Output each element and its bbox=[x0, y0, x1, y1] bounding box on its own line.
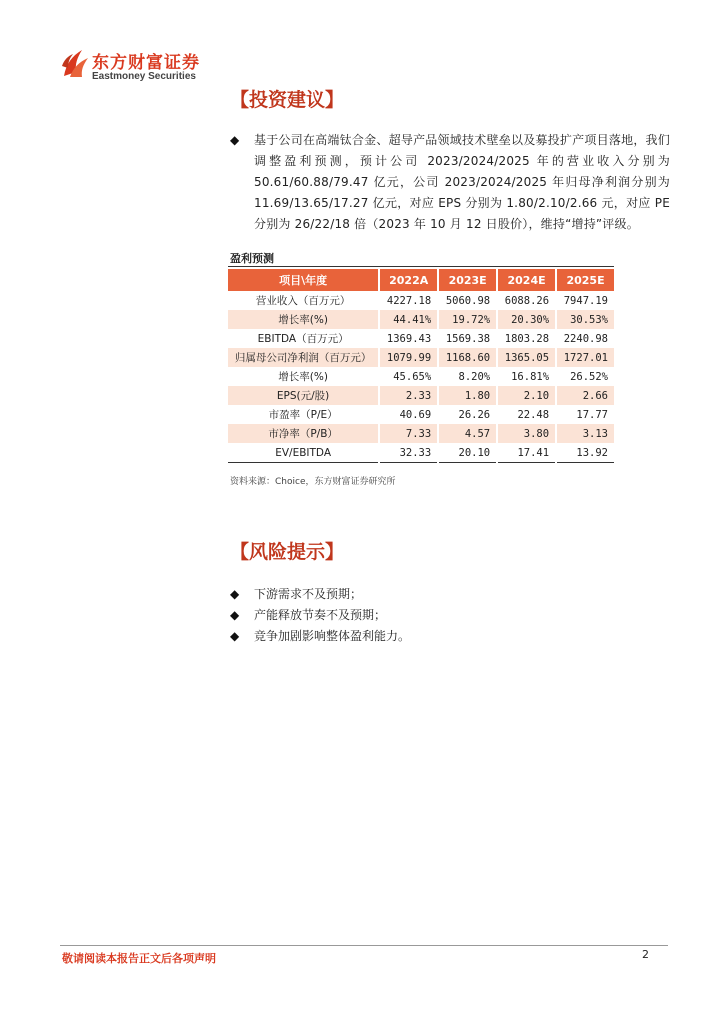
row-label: 市净率（P/B） bbox=[228, 424, 379, 443]
table-cell: 5060.98 bbox=[438, 291, 497, 310]
column-header: 2023E bbox=[438, 269, 497, 291]
table-row bbox=[228, 291, 614, 310]
recommendation-paragraph bbox=[230, 130, 670, 235]
table-cell: 1.80 bbox=[438, 386, 497, 405]
table-row bbox=[228, 329, 614, 348]
table-cell: 1803.28 bbox=[497, 329, 556, 348]
table-cell: 2.66 bbox=[556, 386, 614, 405]
table-cell: 1079.99 bbox=[379, 348, 438, 367]
table-cell: 1727.01 bbox=[556, 348, 614, 367]
diamond-bullet-icon: ◆ bbox=[230, 587, 240, 601]
table-cell: 2.33 bbox=[379, 386, 438, 405]
table-cell: 1569.38 bbox=[438, 329, 497, 348]
table-cell: 16.81% bbox=[497, 367, 556, 386]
table-source-note: 资料来源：Choice，东方财富证券研究所 bbox=[230, 477, 396, 487]
table-cell: 1369.43 bbox=[379, 329, 438, 348]
page-number: 2 bbox=[642, 948, 649, 961]
row-label: EPS(元/股) bbox=[228, 386, 379, 405]
brand-name-en: Eastmoney Securities bbox=[92, 71, 196, 82]
table-row bbox=[228, 405, 614, 424]
eastmoney-logo-icon bbox=[60, 46, 90, 80]
diamond-bullet-icon: ◆ bbox=[230, 133, 240, 147]
table-cell: 2240.98 bbox=[556, 329, 614, 348]
table-cell: 32.33 bbox=[379, 443, 438, 463]
column-header: 项目\年度 bbox=[228, 269, 379, 291]
row-label: EBITDA（百万元） bbox=[257, 333, 349, 345]
risk-warning-title: 【风险提示】 bbox=[230, 541, 345, 563]
table-cell: 22.48 bbox=[497, 405, 556, 424]
table-cell: 2.10 bbox=[497, 386, 556, 405]
table-cell: 17.77 bbox=[556, 405, 614, 424]
footer-divider bbox=[60, 945, 668, 946]
table-cell: 45.65% bbox=[379, 367, 438, 386]
row-label: 市盈率（P/E） bbox=[268, 409, 338, 421]
table-cell: 19.72% bbox=[438, 310, 497, 329]
table-cell: 17.41 bbox=[497, 443, 556, 463]
list-item bbox=[230, 626, 410, 647]
risk-item-text: 竞争加剧影响整体盈利能力。 bbox=[254, 629, 411, 643]
earnings-forecast-table bbox=[228, 269, 614, 463]
recommendation-text: 基于公司在高端钛合金、超导产品领域技术壁垒以及募投扩产项目落地，我们调整盈利预测，预计公司 2023/2024/2025 年的营业收入分别为 50.61/60.88/79.47 亿元，公司 2023/2024/2025 年归母净利润分别为 11.69/13.65/17.27 亿元，对应 EPS 分别为 1.80/2.10/2.66 元，对应 PE 分别为 26/22/18 倍（2023 年 10 月 12 日股价），维持“增持”评级。 bbox=[254, 133, 670, 231]
risk-list bbox=[230, 584, 410, 647]
diamond-bullet-icon: ◆ bbox=[230, 608, 240, 622]
table-header-row bbox=[228, 269, 614, 291]
table-row bbox=[228, 386, 614, 405]
diamond-bullet-icon: ◆ bbox=[230, 629, 240, 643]
table-cell: 1365.05 bbox=[497, 348, 556, 367]
table-cell: 20.10 bbox=[438, 443, 497, 463]
table-cell: 4.57 bbox=[438, 424, 497, 443]
footer-disclaimer: 敬请阅读本报告正文后各项声明 bbox=[62, 952, 216, 965]
table-cell: 13.92 bbox=[556, 443, 614, 463]
table-cell: 7947.19 bbox=[556, 291, 614, 310]
table-row bbox=[228, 310, 614, 329]
table-cell: 26.52% bbox=[556, 367, 614, 386]
caption-divider bbox=[228, 266, 614, 267]
list-item bbox=[230, 605, 410, 626]
table-cell: 8.20% bbox=[438, 367, 497, 386]
table-row bbox=[228, 443, 614, 463]
row-label: 归属母公司净利润（百万元） bbox=[228, 348, 379, 367]
table-cell: 4227.18 bbox=[379, 291, 438, 310]
column-header: 2024E bbox=[497, 269, 556, 291]
brand-header bbox=[60, 44, 340, 84]
table-cell: 20.30% bbox=[497, 310, 556, 329]
table-cell: 26.26 bbox=[438, 405, 497, 424]
brand-name-cn: 东方财富证券 bbox=[92, 53, 200, 73]
table-row bbox=[228, 367, 614, 386]
table-cell: 3.13 bbox=[556, 424, 614, 443]
table-cell: 6088.26 bbox=[497, 291, 556, 310]
risk-item-text: 下游需求不及预期； bbox=[254, 587, 363, 601]
table-cell: 40.69 bbox=[379, 405, 438, 424]
column-header: 2022A bbox=[379, 269, 438, 291]
table-cell: 3.80 bbox=[497, 424, 556, 443]
list-item bbox=[230, 584, 410, 605]
row-label: 增长率(%) bbox=[228, 310, 379, 329]
row-label: EV/EBITDA bbox=[228, 443, 379, 463]
table-cell: 1168.60 bbox=[438, 348, 497, 367]
table-cell: 44.41% bbox=[379, 310, 438, 329]
column-header: 2025E bbox=[556, 269, 614, 291]
row-label: 增长率(%) bbox=[278, 371, 328, 383]
table-row bbox=[228, 424, 614, 443]
row-label: 营业收入（百万元） bbox=[255, 295, 351, 307]
table-row bbox=[228, 348, 614, 367]
risk-item-text: 产能释放节奏不及预期； bbox=[254, 608, 387, 622]
table-cell: 30.53% bbox=[556, 310, 614, 329]
table-caption: 盈利预测 bbox=[230, 252, 274, 265]
table-cell: 7.33 bbox=[379, 424, 438, 443]
investment-recommendation-title: 【投资建议】 bbox=[230, 89, 345, 111]
